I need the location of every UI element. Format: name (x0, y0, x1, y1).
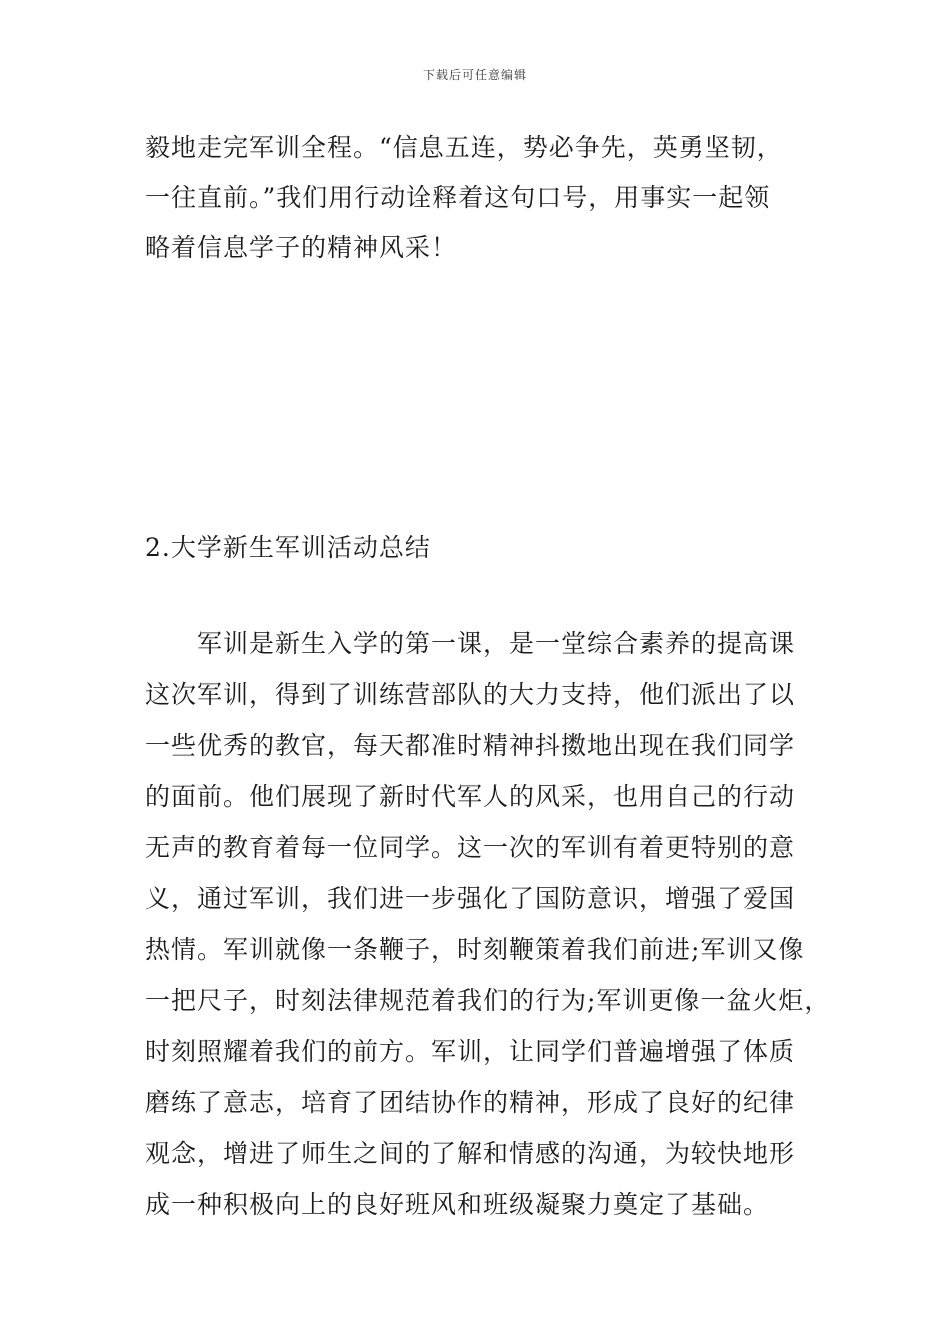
section-heading: 2.大学新生军训活动总结 (145, 533, 431, 562)
page-header: 下载后可任意编辑 (422, 68, 527, 82)
body-line-10: 磨练了意志，培育了团结协作的精神，形成了良好的纪律 (145, 1088, 796, 1117)
body-line-6: 义，通过军训，我们进一步强化了国防意识，增强了爱国 (145, 884, 796, 913)
intro-line-3: 略着信息学子的精神风采！ (145, 233, 458, 262)
body-line-11: 观念，增进了师生之间的了解和情感的沟通，为较快地形 (145, 1139, 796, 1168)
body-line-2: 这次军训，得到了训练营部队的大力支持，他们派出了以 (145, 680, 796, 709)
body-line-5: 无声的教育着每一位同学。这一次的军训有着更特别的意 (145, 833, 796, 862)
intro-line-1: 毅地走完军训全程。“信息五连，势必争先，英勇坚韧， (145, 133, 783, 162)
body-line-7: 热情。军训就像一条鞭子，时刻鞭策着我们前进;军训又像 (145, 935, 805, 964)
body-line-3: 一些优秀的教官，每天都准时精神抖擞地出现在我们同学 (145, 731, 796, 760)
intro-line-2: 一往直前。”我们用行动诠释着这句口号，用事实一起领 (145, 183, 771, 212)
body-line-8: 一把尺子，时刻法律规范着我们的行为;军训更像一盆火炬， (145, 986, 831, 1015)
body-line-1: 军训是新生入学的第一课，是一堂综合素养的提高课 (145, 629, 796, 658)
body-line-12: 成一种积极向上的良好班风和班级凝聚力奠定了基础。 (145, 1190, 770, 1219)
body-line-9: 时刻照耀着我们的前方。军训，让同学们普遍增强了体质 (145, 1037, 796, 1066)
body-line-4: 的面前。他们展现了新时代军人的风采，也用自己的行动 (145, 782, 796, 811)
